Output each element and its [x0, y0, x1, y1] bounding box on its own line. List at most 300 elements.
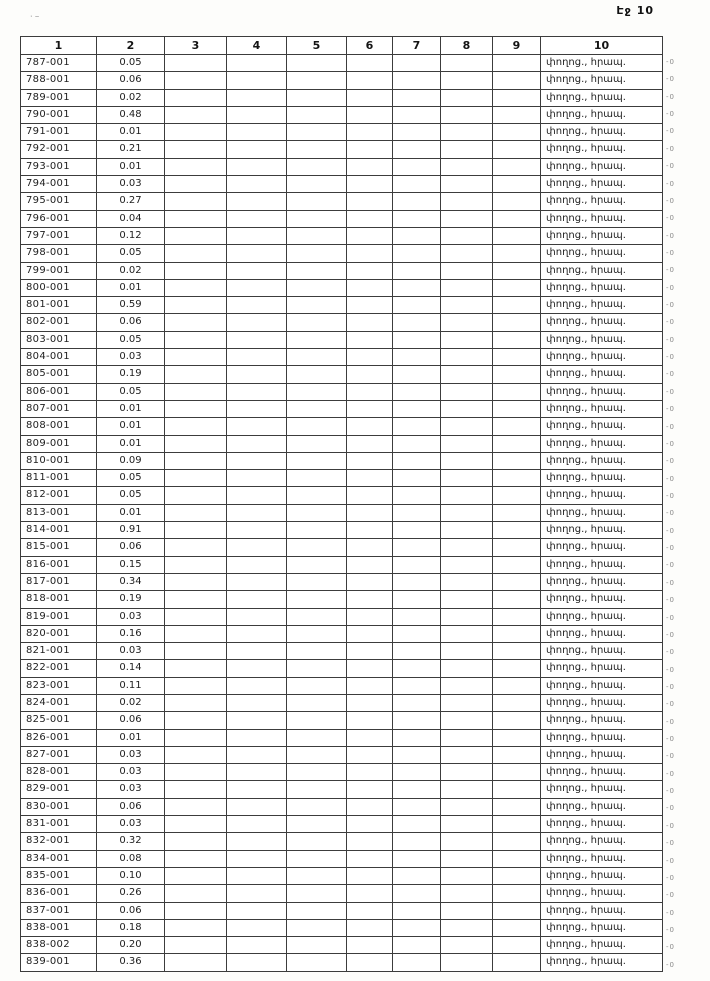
empty-cell: [287, 937, 347, 954]
row-note-cell: փողոց., հրապ.: [541, 798, 663, 815]
empty-cell: [493, 643, 541, 660]
table-row: [21, 72, 663, 89]
empty-cell: [227, 902, 287, 919]
empty-cell: [441, 418, 493, 435]
row-value-cell: 0.20: [97, 937, 165, 954]
row-id-cell: 819-001: [21, 608, 97, 625]
empty-cell: [227, 694, 287, 711]
empty-cell: [347, 919, 393, 936]
empty-cell: [287, 867, 347, 884]
empty-cell: [347, 193, 393, 210]
margin-mark: -0: [666, 353, 675, 362]
empty-cell: [393, 781, 441, 798]
empty-cell: [227, 297, 287, 314]
empty-cell: [227, 677, 287, 694]
row-value-cell: 0.14: [97, 660, 165, 677]
empty-cell: [165, 643, 227, 660]
empty-cell: [347, 591, 393, 608]
empty-cell: [227, 608, 287, 625]
empty-cell: [393, 279, 441, 296]
margin-mark: -0: [666, 179, 675, 188]
empty-cell: [347, 210, 393, 227]
empty-cell: [347, 833, 393, 850]
empty-cell: [227, 816, 287, 833]
empty-cell: [227, 729, 287, 746]
empty-cell: [493, 487, 541, 504]
row-id-cell: 795-001: [21, 193, 97, 210]
row-id-cell: 813-001: [21, 504, 97, 521]
row-value-cell: 0.05: [97, 55, 165, 72]
row-value-cell: 0.06: [97, 902, 165, 919]
row-note-cell: փողոց., հրապ.: [541, 746, 663, 763]
row-note-cell: փողոց., հրապ.: [541, 470, 663, 487]
empty-cell: [165, 504, 227, 521]
empty-cell: [347, 141, 393, 158]
empty-cell: [165, 262, 227, 279]
empty-cell: [165, 833, 227, 850]
empty-cell: [165, 193, 227, 210]
empty-cell: [227, 556, 287, 573]
margin-mark: -0: [666, 248, 675, 257]
table-body: [21, 55, 663, 972]
margin-mark: -0: [666, 75, 675, 84]
empty-cell: [287, 573, 347, 590]
empty-cell: [493, 314, 541, 331]
empty-cell: [287, 210, 347, 227]
empty-cell: [227, 210, 287, 227]
empty-cell: [493, 55, 541, 72]
margin-marks: [666, 54, 696, 974]
row-value-cell: 0.01: [97, 729, 165, 746]
empty-cell: [165, 331, 227, 348]
margin-mark: -0: [666, 387, 675, 396]
empty-cell: [165, 539, 227, 556]
empty-cell: [441, 643, 493, 660]
table-row: [21, 487, 663, 504]
empty-cell: [393, 539, 441, 556]
empty-cell: [347, 660, 393, 677]
empty-cell: [441, 89, 493, 106]
empty-cell: [227, 487, 287, 504]
table-row: [21, 764, 663, 781]
empty-cell: [287, 262, 347, 279]
empty-cell: [441, 55, 493, 72]
table-row: [21, 694, 663, 711]
row-note-cell: փողոց., հրապ.: [541, 556, 663, 573]
row-value-cell: 0.15: [97, 556, 165, 573]
row-id-cell: 789-001: [21, 89, 97, 106]
empty-cell: [493, 400, 541, 417]
margin-mark: -0: [666, 578, 675, 587]
margin-mark: -0: [666, 943, 675, 952]
empty-cell: [441, 902, 493, 919]
empty-cell: [441, 729, 493, 746]
empty-cell: [393, 937, 441, 954]
empty-cell: [287, 158, 347, 175]
empty-cell: [227, 504, 287, 521]
empty-cell: [287, 556, 347, 573]
empty-cell: [347, 504, 393, 521]
empty-cell: [441, 522, 493, 539]
empty-cell: [441, 331, 493, 348]
row-value-cell: 0.05: [97, 487, 165, 504]
empty-cell: [165, 176, 227, 193]
table-row: [21, 176, 663, 193]
table-row: [21, 919, 663, 936]
row-id-cell: 837-001: [21, 902, 97, 919]
empty-cell: [441, 349, 493, 366]
empty-cell: [347, 331, 393, 348]
row-note-cell: փողոց., հրապ.: [541, 55, 663, 72]
empty-cell: [493, 141, 541, 158]
table-header-row: [21, 37, 663, 55]
row-note-cell: փողոց., հրապ.: [541, 366, 663, 383]
table-row: [21, 850, 663, 867]
empty-cell: [493, 781, 541, 798]
empty-cell: [165, 487, 227, 504]
empty-cell: [165, 885, 227, 902]
row-note-cell: փողոց., հրապ.: [541, 193, 663, 210]
empty-cell: [165, 141, 227, 158]
empty-cell: [165, 106, 227, 123]
empty-cell: [441, 193, 493, 210]
empty-cell: [347, 452, 393, 469]
empty-cell: [493, 176, 541, 193]
row-note-cell: փողոց., հրապ.: [541, 314, 663, 331]
margin-mark: -0: [666, 856, 675, 865]
row-id-cell: 794-001: [21, 176, 97, 193]
empty-cell: [347, 781, 393, 798]
column-header: 2: [97, 37, 165, 55]
row-value-cell: 0.09: [97, 452, 165, 469]
empty-cell: [227, 712, 287, 729]
table-row: [21, 193, 663, 210]
row-id-cell: 809-001: [21, 435, 97, 452]
empty-cell: [393, 729, 441, 746]
empty-cell: [165, 55, 227, 72]
empty-cell: [347, 729, 393, 746]
row-value-cell: 0.03: [97, 608, 165, 625]
margin-mark: -0: [666, 630, 675, 639]
table-row: [21, 573, 663, 590]
row-id-cell: 839-001: [21, 954, 97, 971]
empty-cell: [393, 608, 441, 625]
table-row: [21, 314, 663, 331]
empty-cell: [227, 625, 287, 642]
empty-cell: [165, 210, 227, 227]
empty-cell: [227, 245, 287, 262]
empty-cell: [347, 608, 393, 625]
empty-cell: [227, 798, 287, 815]
empty-cell: [493, 158, 541, 175]
empty-cell: [287, 383, 347, 400]
row-note-cell: փողոց., հրապ.: [541, 729, 663, 746]
empty-cell: [393, 712, 441, 729]
table-row: [21, 349, 663, 366]
empty-cell: [347, 902, 393, 919]
margin-mark: -0: [666, 544, 675, 553]
row-note-cell: փողոց., հրապ.: [541, 712, 663, 729]
empty-cell: [493, 937, 541, 954]
empty-cell: [393, 694, 441, 711]
row-note-cell: փողոց., հրապ.: [541, 867, 663, 884]
empty-cell: [441, 591, 493, 608]
empty-cell: [165, 297, 227, 314]
row-note-cell: փողոց., հրապ.: [541, 902, 663, 919]
empty-cell: [165, 573, 227, 590]
table-row: [21, 89, 663, 106]
empty-cell: [393, 176, 441, 193]
empty-cell: [287, 400, 347, 417]
row-value-cell: 0.34: [97, 573, 165, 590]
empty-cell: [165, 366, 227, 383]
empty-cell: [227, 764, 287, 781]
empty-cell: [441, 470, 493, 487]
empty-cell: [287, 694, 347, 711]
row-value-cell: 0.06: [97, 798, 165, 815]
table-row: [21, 885, 663, 902]
margin-mark: -0: [666, 561, 675, 570]
table-row: [21, 418, 663, 435]
empty-cell: [493, 279, 541, 296]
margin-mark: -0: [666, 301, 675, 310]
row-note-cell: փողոց., հրապ.: [541, 677, 663, 694]
empty-cell: [441, 850, 493, 867]
row-id-cell: 835-001: [21, 867, 97, 884]
empty-cell: [493, 816, 541, 833]
row-id-cell: 798-001: [21, 245, 97, 262]
row-value-cell: 0.36: [97, 954, 165, 971]
empty-cell: [347, 383, 393, 400]
empty-cell: [441, 452, 493, 469]
empty-cell: [165, 314, 227, 331]
row-note-cell: փողոց., հրապ.: [541, 781, 663, 798]
empty-cell: [227, 746, 287, 763]
empty-cell: [441, 539, 493, 556]
empty-cell: [347, 573, 393, 590]
empty-cell: [165, 72, 227, 89]
row-id-cell: 797-001: [21, 227, 97, 244]
empty-cell: [441, 297, 493, 314]
empty-cell: [227, 937, 287, 954]
row-id-cell: 815-001: [21, 539, 97, 556]
row-id-cell: 830-001: [21, 798, 97, 815]
empty-cell: [165, 227, 227, 244]
row-value-cell: 0.01: [97, 435, 165, 452]
table-row: [21, 591, 663, 608]
row-value-cell: 0.03: [97, 176, 165, 193]
empty-cell: [441, 954, 493, 971]
row-note-cell: փողոց., հրապ.: [541, 660, 663, 677]
empty-cell: [393, 383, 441, 400]
empty-cell: [287, 366, 347, 383]
row-value-cell: 0.06: [97, 712, 165, 729]
margin-mark: -0: [666, 873, 675, 882]
row-id-cell: 799-001: [21, 262, 97, 279]
row-value-cell: 0.18: [97, 919, 165, 936]
empty-cell: [493, 833, 541, 850]
row-note-cell: փողոց., հրապ.: [541, 349, 663, 366]
empty-cell: [227, 106, 287, 123]
empty-cell: [165, 400, 227, 417]
empty-cell: [493, 210, 541, 227]
row-value-cell: 0.01: [97, 418, 165, 435]
empty-cell: [493, 764, 541, 781]
empty-cell: [393, 504, 441, 521]
row-id-cell: 792-001: [21, 141, 97, 158]
row-value-cell: 0.06: [97, 539, 165, 556]
row-value-cell: 0.08: [97, 850, 165, 867]
margin-mark: -0: [666, 787, 675, 796]
empty-cell: [287, 418, 347, 435]
row-value-cell: 0.01: [97, 400, 165, 417]
empty-cell: [441, 141, 493, 158]
empty-cell: [287, 850, 347, 867]
margin-mark: -0: [666, 735, 675, 744]
margin-mark: -0: [666, 474, 675, 483]
row-value-cell: 0.10: [97, 867, 165, 884]
row-id-cell: 803-001: [21, 331, 97, 348]
row-note-cell: փողոց., հրապ.: [541, 245, 663, 262]
empty-cell: [165, 522, 227, 539]
empty-cell: [347, 556, 393, 573]
empty-cell: [493, 297, 541, 314]
row-id-cell: 816-001: [21, 556, 97, 573]
row-note-cell: փողոց., հրապ.: [541, 833, 663, 850]
margin-mark: -0: [666, 908, 675, 917]
column-header: 1: [21, 37, 97, 55]
empty-cell: [441, 798, 493, 815]
table-row: [21, 435, 663, 452]
column-header: 4: [227, 37, 287, 55]
empty-cell: [393, 297, 441, 314]
empty-cell: [165, 452, 227, 469]
row-value-cell: 0.48: [97, 106, 165, 123]
margin-mark: -0: [666, 231, 675, 240]
empty-cell: [393, 106, 441, 123]
empty-cell: [227, 522, 287, 539]
empty-cell: [227, 383, 287, 400]
row-id-cell: 787-001: [21, 55, 97, 72]
row-id-cell: 834-001: [21, 850, 97, 867]
empty-cell: [441, 919, 493, 936]
row-note-cell: փողոց., հրապ.: [541, 919, 663, 936]
table-row: [21, 712, 663, 729]
empty-cell: [165, 124, 227, 141]
table-row: [21, 297, 663, 314]
row-id-cell: 807-001: [21, 400, 97, 417]
row-note-cell: փողոց., հրապ.: [541, 643, 663, 660]
empty-cell: [493, 867, 541, 884]
empty-cell: [227, 850, 287, 867]
empty-cell: [441, 556, 493, 573]
empty-cell: [441, 72, 493, 89]
empty-cell: [227, 919, 287, 936]
empty-cell: [227, 366, 287, 383]
empty-cell: [441, 314, 493, 331]
empty-cell: [347, 867, 393, 884]
row-note-cell: փողոց., հրապ.: [541, 176, 663, 193]
empty-cell: [165, 660, 227, 677]
empty-cell: [227, 176, 287, 193]
empty-cell: [165, 816, 227, 833]
empty-cell: [227, 279, 287, 296]
empty-cell: [493, 227, 541, 244]
table-row: [21, 781, 663, 798]
row-note-cell: փողոց., հրապ.: [541, 106, 663, 123]
row-value-cell: 0.02: [97, 89, 165, 106]
empty-cell: [287, 902, 347, 919]
empty-cell: [393, 677, 441, 694]
table-row: [21, 522, 663, 539]
empty-cell: [493, 850, 541, 867]
table-row: [21, 816, 663, 833]
empty-cell: [227, 262, 287, 279]
table-row: [21, 625, 663, 642]
table-row: [21, 210, 663, 227]
table-row: [21, 833, 663, 850]
empty-cell: [493, 798, 541, 815]
empty-cell: [165, 694, 227, 711]
empty-cell: [227, 781, 287, 798]
margin-mark: -0: [666, 144, 675, 153]
margin-mark: -0: [666, 266, 675, 275]
empty-cell: [493, 902, 541, 919]
empty-cell: [493, 660, 541, 677]
empty-cell: [493, 954, 541, 971]
empty-cell: [227, 400, 287, 417]
table-row: [21, 106, 663, 123]
row-id-cell: 831-001: [21, 816, 97, 833]
empty-cell: [393, 141, 441, 158]
empty-cell: [347, 158, 393, 175]
empty-cell: [347, 435, 393, 452]
empty-cell: [287, 591, 347, 608]
empty-cell: [287, 816, 347, 833]
row-note-cell: փողոց., հրապ.: [541, 435, 663, 452]
empty-cell: [347, 227, 393, 244]
empty-cell: [287, 608, 347, 625]
empty-cell: [287, 625, 347, 642]
empty-cell: [347, 643, 393, 660]
empty-cell: [347, 279, 393, 296]
empty-cell: [227, 643, 287, 660]
row-value-cell: 0.03: [97, 643, 165, 660]
table-row: [21, 452, 663, 469]
table-row: [21, 158, 663, 175]
empty-cell: [393, 816, 441, 833]
empty-cell: [227, 833, 287, 850]
empty-cell: [493, 89, 541, 106]
empty-cell: [227, 539, 287, 556]
row-note-cell: փողոց., հրապ.: [541, 487, 663, 504]
row-id-cell: 790-001: [21, 106, 97, 123]
empty-cell: [393, 573, 441, 590]
row-value-cell: 0.26: [97, 885, 165, 902]
row-note-cell: փողոց., հրապ.: [541, 625, 663, 642]
empty-cell: [347, 349, 393, 366]
table-row: [21, 643, 663, 660]
empty-cell: [347, 539, 393, 556]
empty-cell: [347, 89, 393, 106]
empty-cell: [393, 885, 441, 902]
row-id-cell: 838-002: [21, 937, 97, 954]
row-id-cell: 817-001: [21, 573, 97, 590]
empty-cell: [393, 366, 441, 383]
empty-cell: [393, 954, 441, 971]
empty-cell: [347, 850, 393, 867]
empty-cell: [441, 106, 493, 123]
